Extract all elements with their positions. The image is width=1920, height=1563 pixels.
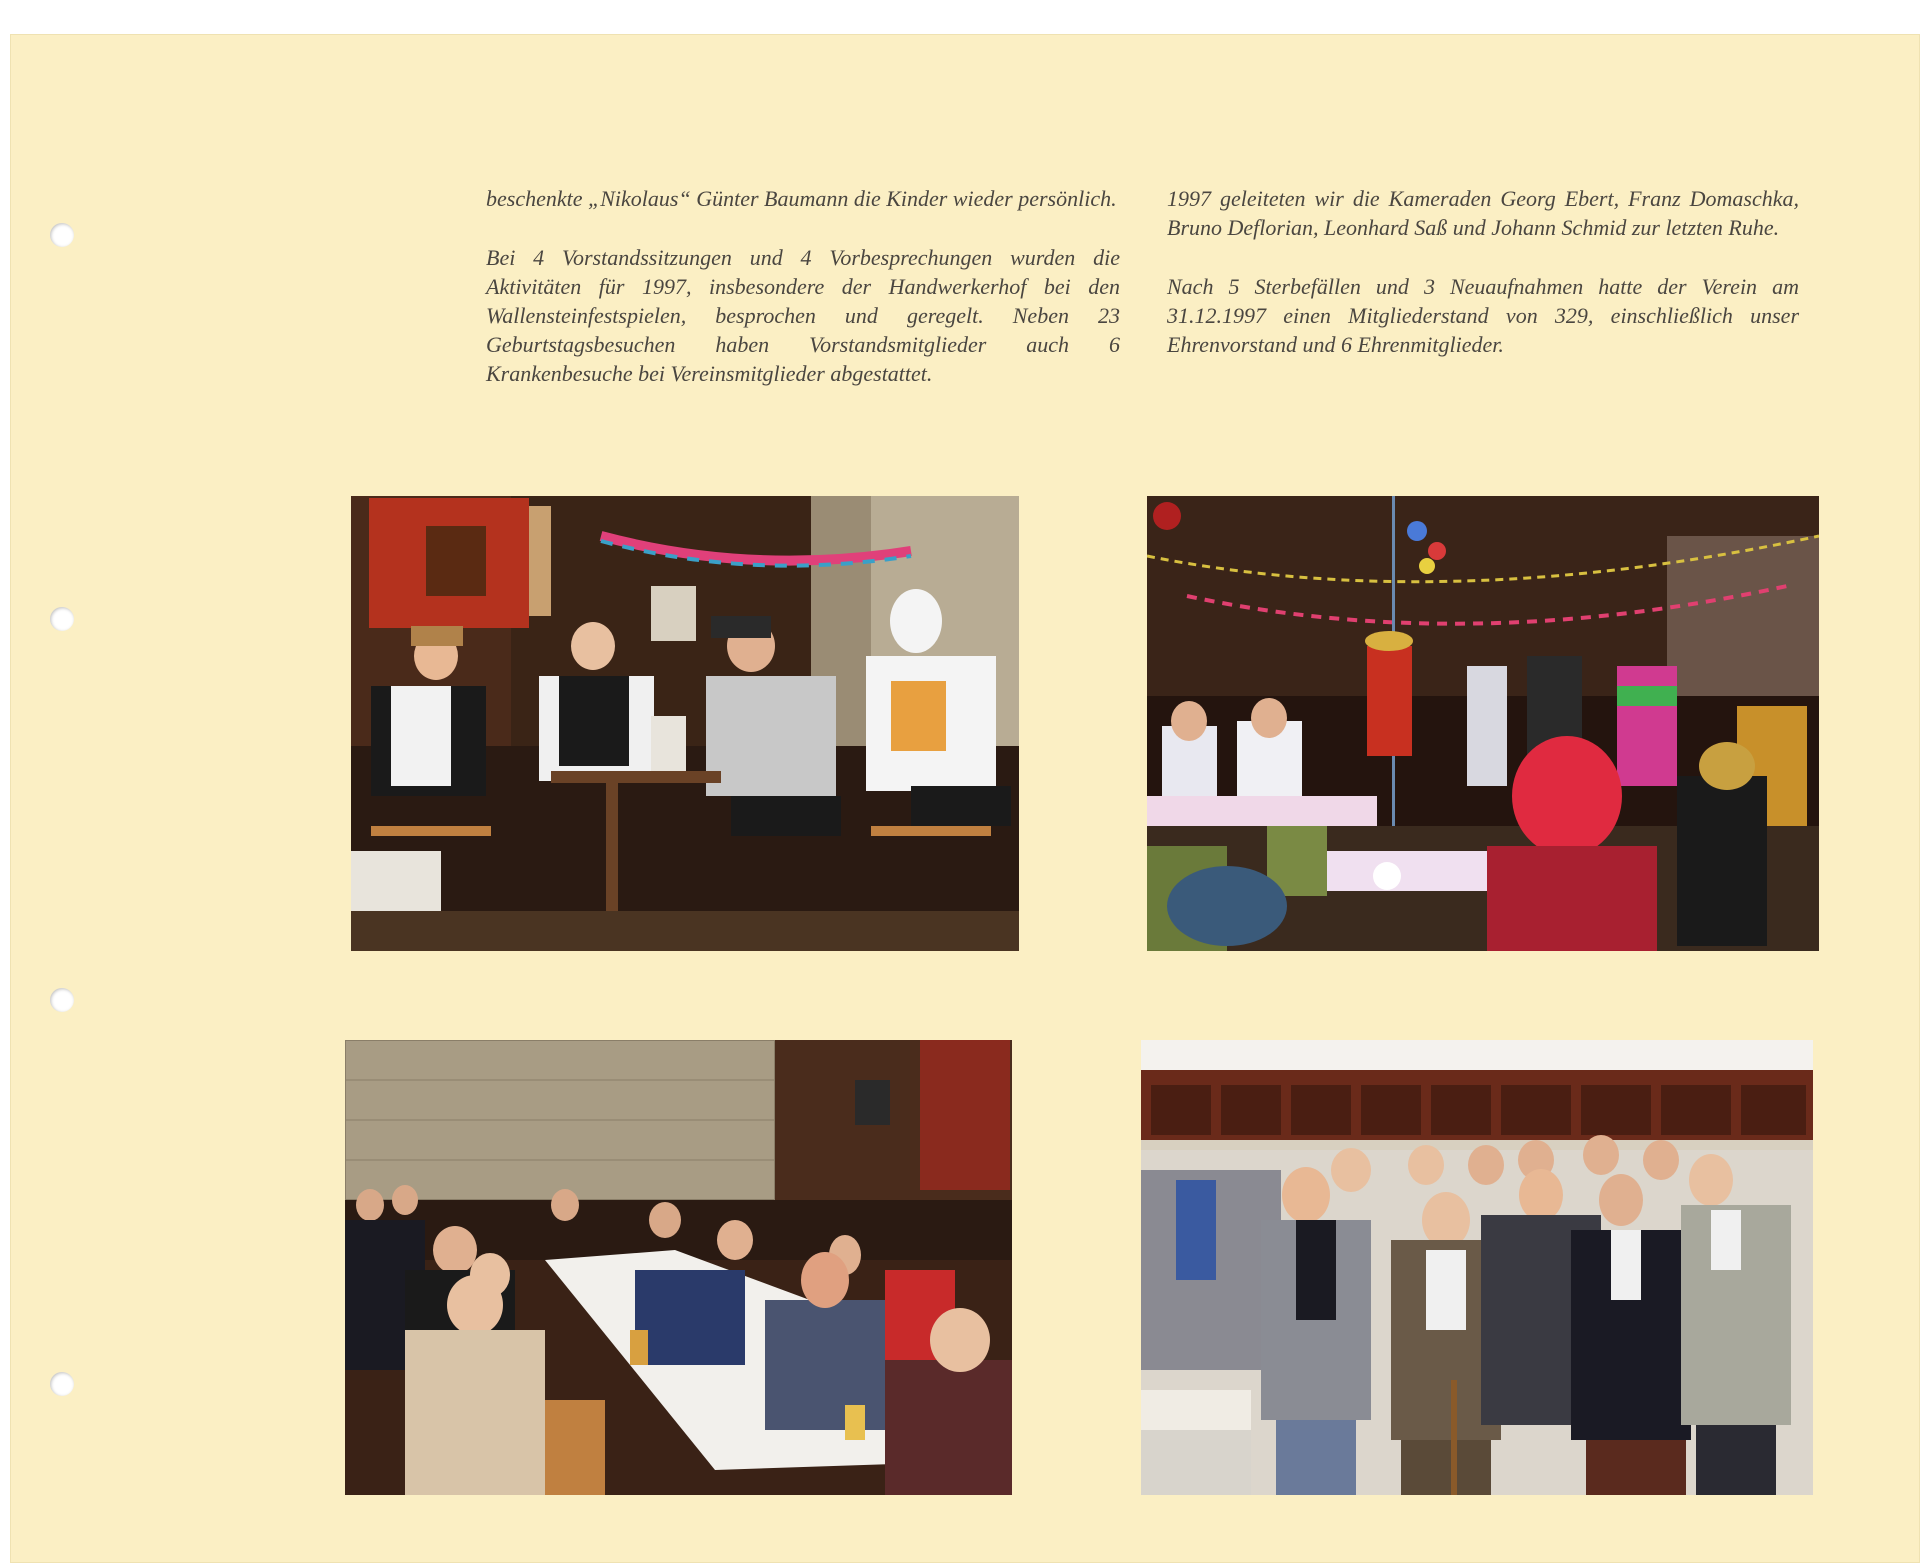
left-paragraph-2: Bei 4 Vorstandssitzungen und 4 Vorbesprechungen wurden die Aktivitäten für 1997, insbesondere der Handwerkerhof bei den Wallensteinfestspielen, besprochen und geregelt. Neben 23 Geburtstagsbesuchen haben Vorstandsmitglieder auch 6 Krankenbesuche bei Vereinsmitglieder abgestattet. (486, 245, 1120, 386)
album-sheet (10, 34, 1920, 1563)
punch-hole-top (50, 223, 74, 247)
photo-members-at-table (345, 1040, 1012, 1495)
left-text-column (486, 184, 1120, 418)
photo-stage-sketch (351, 496, 1019, 951)
punch-hole-upper-middle (50, 607, 74, 631)
right-paragraph-1: 1997 geleiteten wir die Kameraden Georg Ebert, Franz Domaschka, Bruno Deflorian, Leonhard Saß und Johann Schmid zur letzten Ruhe. (1167, 186, 1799, 240)
photo-carnival-party (1147, 496, 1819, 951)
punch-hole-bottom (50, 1372, 74, 1396)
photo-group-trophy-room (1141, 1040, 1813, 1495)
left-paragraph-1: beschenkte „Nikolaus“ Günter Baumann die Kinder wieder persönlich. (486, 186, 1117, 211)
right-paragraph-2: Nach 5 Sterbefällen und 3 Neuaufnahmen hatte der Verein am 31.12.1997 einen Mitgliederstand von 329, einschließlich unser Ehrenvorstand und 6 Ehrenmitglieder. (1167, 274, 1799, 357)
punch-hole-lower-middle (50, 988, 74, 1012)
right-text-column (1167, 184, 1799, 389)
